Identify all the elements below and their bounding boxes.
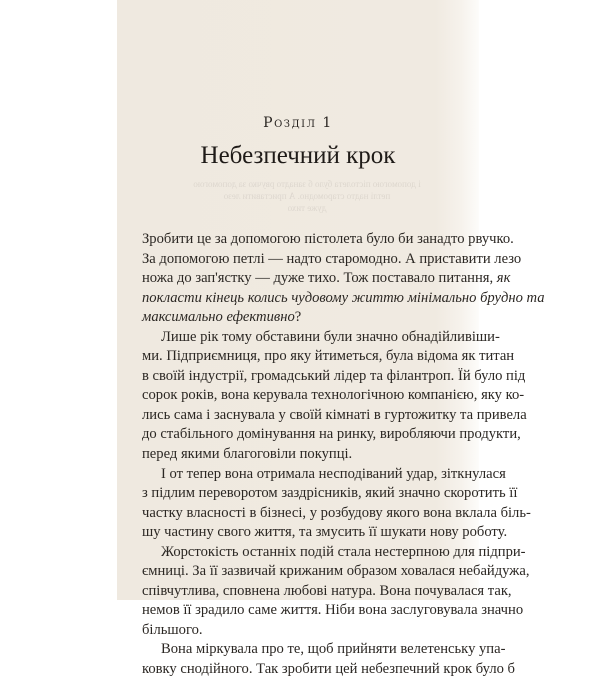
text-line: Лише рік тому обставини були значно обнадійливіши-: [161, 328, 500, 345]
text-line: до стабільного домінування на ринку, виробляючи продукти,: [142, 426, 521, 443]
text-line: ми. Підприємниця, про яку йтиметься, була відома як титан: [142, 348, 515, 365]
text-line: більшого.: [142, 621, 203, 638]
text-line: лись сама і заснувала у своїй кімнаті в гуртожитку та привела: [142, 406, 527, 423]
text-line: в своїй індустрії, громадський лідер та філантроп. Їй було під: [142, 367, 526, 384]
text-line: сорок років, вона керувала технологічною компанією, яку ко-: [142, 387, 525, 404]
text-line: перед якими благоговіли покупці.: [142, 446, 353, 463]
show-through-line: дуже тихо: [287, 203, 327, 213]
text-line: максимально ефективно?: [142, 309, 302, 326]
text-line: За допомогою петлі — надто старомодно. А приставити лезо: [142, 250, 522, 267]
body-text: [142, 230, 545, 680]
text-line: Вона міркувала про те, щоб прийняти велетенську упа-: [161, 641, 506, 658]
text-line: частку власності в бізнесі, у розбудову якого вона вклала біль-: [142, 504, 531, 521]
chapter-title: Небезпечний крок: [200, 142, 396, 169]
text-line: Зробити це за допомогою пістолета було би занадто рвучко.: [142, 231, 514, 247]
text-line: Жорстокість останніх подій стала нестерпною для підпри-: [161, 543, 526, 560]
show-through-line: і допомогою пістолета було б занадто рвучко за допомогою: [193, 179, 421, 189]
italic-text: максимально ефективно: [142, 309, 295, 326]
chapter-label: Розділ 1: [263, 115, 333, 131]
text-line: з підлим переворотом заздрісників, який значно скоротить її: [142, 485, 518, 502]
text-line: немов її зрадило саме життя. Ніби вона заслуговувала значно: [142, 602, 524, 619]
text-line: [142, 289, 545, 309]
show-through-text: [157, 178, 457, 214]
text-line: ємниці. За її зазвичай крижаним образом ховалася небайдужа,: [142, 563, 530, 580]
text-line: співчутлива, сповнена любові натура. Вона почувалася так,: [142, 582, 512, 599]
text-line: ножа до зап'ястку — дуже тихо. Тож поставало питання, як: [142, 270, 511, 287]
italic-text: покласти кінець колись чудовому життю мінімально брудно та: [142, 289, 545, 306]
text-line: І от тепер вона отримала несподіваний удар, зіткнулася: [161, 465, 506, 482]
show-through-line: петлі надто старомодно. А приставити лезо: [223, 191, 391, 201]
text-line: ковку снодійного. Так зробити цей небезпечний крок було б: [142, 661, 515, 678]
text-line: шу частину свого життя, та змусить її шукати нову роботу.: [142, 524, 508, 541]
book-page: [117, 0, 545, 678]
italic-text: як: [496, 270, 511, 287]
